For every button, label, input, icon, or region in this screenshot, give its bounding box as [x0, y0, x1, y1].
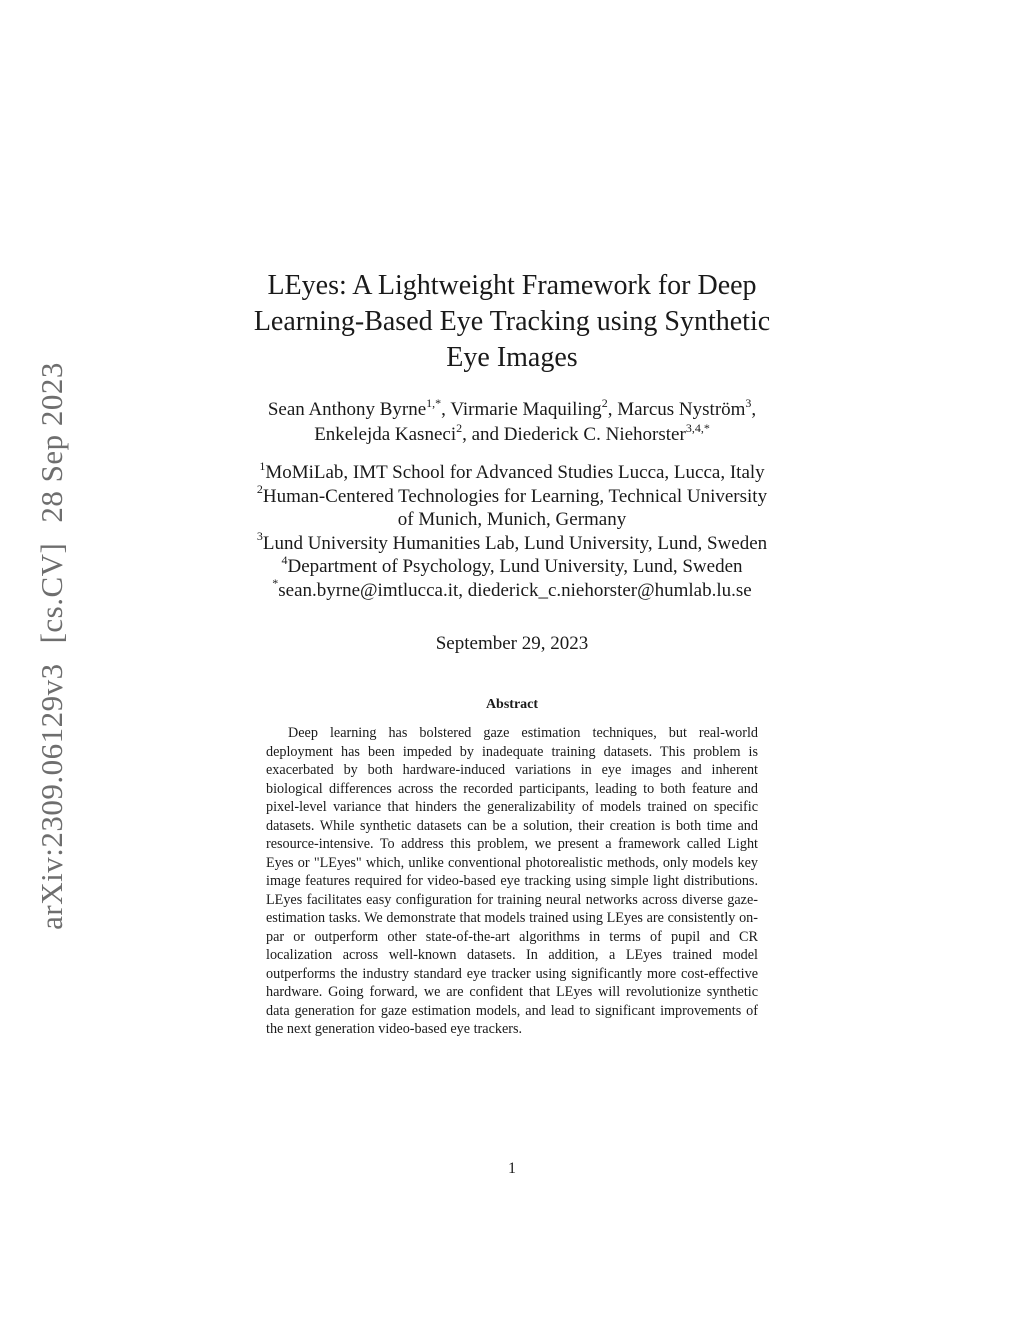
affiliation-mark: 1: [259, 458, 266, 473]
affiliation-line: [140, 458, 884, 485]
affiliation-mark: 3: [256, 529, 263, 544]
author-affiliation-mark: 1,*: [426, 395, 442, 410]
author-name: Enkelejda Kasneci: [314, 424, 457, 445]
author-affiliation-mark: 2: [601, 395, 608, 410]
affiliation-mark: 2: [256, 482, 263, 497]
contact-email-line: [140, 576, 884, 603]
affiliation-text: of Munich, Munich, Germany: [397, 509, 627, 530]
author-affiliation-mark: 3: [745, 395, 752, 410]
author-list: [140, 397, 884, 447]
author-line: Sean Anthony Byrne$^{1,*}$, Virmarie Maquiling$^2$, Marcus Nyström$^3$,: [267, 395, 757, 420]
author-name: Sean Anthony Byrne: [267, 399, 427, 420]
affiliation-line: [140, 482, 884, 509]
abstract-body: Deep learning has bolstered gaze estimation techniques, but real-world deployment has been impeded by inadequate training datasets. This problem is exacerbated by both hardware-induced variations in eye images and inherent biological differences across the recorded participants, leading to both feature and pixel-level variance that hinders the generalizability of models trained on specific datasets. While synthetic datasets can be a solution, their creation is both time and resource-intensive. To address this problem, we present a framework called Light Eyes or "LEyes" which, unlike conventional photorealistic methods, only models key image features required for video-based eye tracking using simple light distributions. LEyes facilitates easy configuration for training neural networks across diverse gaze-estimation tasks. We demonstrate that models trained using LEyes are consistently on-par or outperform other state-of-the-art algorithms in terms of pupil and CR localization across well-known datasets. In addition, a LEyes trained model outperforms the industry standard eye tracker using significantly more cost-effective hardware. Going forward, we are confident that LEyes will revolutionize synthetic data generation for gaze estimation models, and lead to significant improvements of the next generation video-based eye trackers.: [266, 725, 758, 1037]
arxiv-date: 28 Sep 2023: [34, 362, 69, 523]
title-line: LEyes: A Lightweight Framework for Deep: [267, 270, 757, 301]
abstract-heading: Abstract: [485, 697, 539, 712]
author-line: Enkelejda Kasneci$^2$, and Diederick C. Niehorster$^{3,4,*}$: [314, 420, 710, 445]
affiliation-text: Department of Psychology, Lund University, Lund, Sweden: [287, 556, 743, 577]
arxiv-category: [cs.CV]: [34, 542, 69, 644]
affiliation-text: Human-Centered Technologies for Learning, Technical University: [262, 485, 768, 507]
affiliation-mark: *: [272, 576, 279, 591]
affiliation-list: [140, 458, 884, 602]
affiliation-line: [140, 508, 884, 532]
arxiv-stamp: [34, 362, 70, 930]
author-conjunction: and: [471, 424, 500, 445]
affiliation-line: [140, 552, 884, 579]
affiliation-line: [140, 529, 884, 556]
title-line: Eye Images: [446, 342, 578, 373]
author-affiliation-mark: 3,4,*: [685, 420, 710, 435]
affiliation-text: MoMiLab, IMT School for Advanced Studies Lucca, Lucca, Italy: [265, 462, 765, 483]
affiliation-text: Lund University Humanities Lab, Lund University, Lund, Sweden: [262, 532, 768, 554]
author-affiliation-mark: 2: [456, 420, 463, 435]
paper-title: [160, 268, 864, 376]
arxiv-identifier: arXiv:2309.06129v3: [34, 663, 69, 930]
page-number: 1: [508, 1160, 516, 1177]
author-name: Virmarie Maquiling: [450, 399, 602, 420]
author-name: Diederick C. Niehorster: [503, 424, 686, 445]
contact-emails: sean.byrne@imtlucca.it, diederick_c.niehorster@humlab.lu.se: [278, 579, 752, 601]
affiliation-mark: 4: [281, 552, 288, 567]
title-line: Learning-Based Eye Tracking using Synthetic: [253, 306, 771, 337]
publication-date: September 29, 2023: [435, 633, 589, 654]
author-name: Marcus Nyström: [617, 399, 746, 420]
